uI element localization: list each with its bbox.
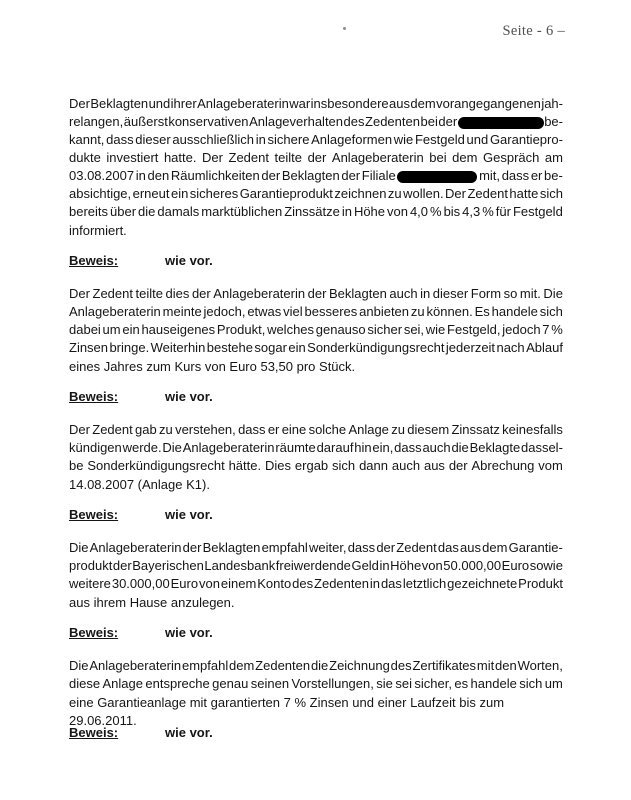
word: dem [482,540,508,555]
word: sei [395,676,412,691]
word: Beklagte [469,440,521,455]
word: wie [425,322,446,337]
text-line [69,96,563,114]
word: Zedent [228,150,269,165]
word: dassel- [520,440,563,455]
word: wie [393,132,414,147]
word: Garantiepro- [489,132,563,147]
word: auch [391,458,421,473]
word: in [369,576,381,591]
word: mit [476,658,495,673]
word: Zedenten [255,658,311,673]
evidence-value: wie vor. [165,625,213,640]
word: genau [212,676,249,691]
word: etwas [247,304,282,319]
evidence-label: Beweis: [69,625,119,640]
word: aus [460,540,482,555]
word: können. [426,304,473,319]
word: er [267,422,280,437]
word: bereits [69,204,109,219]
word: Euro [170,576,199,591]
text-run: eine Garantieanlage mit garantierten 7 % Zinsen und einer Laufzeit bis zum 29.06.2011. [69,695,505,728]
word: sicheres [189,186,239,201]
word: zu [410,304,425,319]
word: äußerst [123,114,168,129]
word: Zedent [467,186,508,201]
word: Filiale [361,168,396,183]
word: absichtige, [69,186,132,201]
word: % [430,204,442,219]
word: keinesfalls [502,422,563,437]
word: handele [470,676,517,691]
word: Anlageberaterin [213,286,306,301]
word: 4,0 [409,204,429,219]
word: es [454,676,469,691]
word: solche [308,422,347,437]
text-line [69,150,563,168]
word: empfahl [261,540,308,555]
word: werde. [122,440,162,455]
word: der [191,286,211,301]
word: 4,3 [462,204,481,219]
word: sichere [267,132,310,147]
word: Der [69,422,90,437]
word: vorangegangenen [436,96,541,111]
text-run: aus ihrem Hause anzulegen. [69,595,235,610]
text-line [69,286,563,304]
word: Konto [257,576,292,591]
word: Form [470,286,502,301]
text-line [69,422,563,440]
word: das [380,576,402,591]
word: bei [420,114,438,129]
word: und [466,132,489,147]
word: Zeichnung [329,658,390,673]
text-line [69,576,563,594]
word: Geld [351,558,379,573]
redaction-bar [397,171,477,183]
word: mit. [519,286,541,301]
word: dass [394,440,422,455]
word: Garantie- [508,540,563,555]
word: ergab [294,458,329,473]
word: bestehe [206,340,253,355]
word: auch [389,286,418,301]
word: um [544,676,563,691]
text-line [69,540,563,558]
word: Anlageberaterin [89,540,182,555]
word: der [307,150,327,165]
word: am [544,150,563,165]
word: gezeichnete [447,576,518,591]
word: Zinssätze [284,204,340,219]
word: Festgeld [414,132,465,147]
word: welches [267,322,315,337]
document-body [69,96,563,758]
word: aus [423,458,445,473]
word: Anlageberaterin [89,658,182,673]
evidence-value: wie vor. [165,389,213,404]
text-line [69,658,563,676]
word: Anlageformen [311,132,393,147]
word: die [310,658,329,673]
word: den [147,168,170,183]
word: dukte [69,150,101,165]
word: Ablauf [526,340,563,355]
text-line [69,304,563,322]
word: teilte [135,286,163,301]
word: Zedenten [314,576,369,591]
word: dass [347,540,376,555]
word: so [503,286,518,301]
word: mit, [479,168,501,183]
word: weitere [69,576,111,591]
word: 03.08.2007 [69,168,135,183]
word: bringe. [109,340,150,355]
word: in [420,286,431,301]
word: und [148,96,171,111]
word: handele [491,304,538,319]
word: auch [422,440,451,455]
word: hauseigenes [141,322,216,337]
word: genauso [315,322,366,337]
word: ein [288,340,306,355]
word: meinte [162,304,202,319]
word: sich [519,676,543,691]
word: Worten, [517,658,563,673]
word: gab [135,422,157,437]
word: teilte [274,150,303,165]
word: Beklagten [328,286,387,301]
word: be- [544,114,563,129]
word: in [255,132,266,147]
word: anbieten [359,304,410,319]
word: die [451,440,469,455]
word: dem [410,96,436,111]
word: bei [429,150,447,165]
word: jedoch [502,322,541,337]
word: sogar [254,340,287,355]
word: Zedenten [365,114,420,129]
word: Festgeld, [447,322,501,337]
word: dem [452,150,478,165]
evidence-label: Beweis: [69,389,119,404]
word: den [495,658,517,673]
word: Anlage [348,422,389,437]
word: 30.000,00 [111,576,170,591]
word: Zinssatz [451,422,500,437]
word: Höhe [390,558,422,573]
word: war [289,96,311,111]
word: sicher [367,322,403,337]
word: Beklagten [90,96,149,111]
text-line [69,594,563,612]
word: die [138,204,156,219]
page-number-header: Seite - 6 – [502,23,565,39]
word: investiert [106,150,159,165]
word: Der [69,96,90,111]
word: zu [159,422,173,437]
evidence-value: wie vor. [165,253,213,268]
word: Die [162,440,182,455]
word: der [261,168,281,183]
evidence-value: wie vor. [165,725,213,740]
evidence-line [69,624,563,642]
word: der [448,458,468,473]
word: dies [165,286,190,301]
word: des [390,658,412,673]
word: Anlageberaterin [182,440,275,455]
text-line [69,340,563,358]
word: um [102,322,121,337]
word: diesem [407,422,450,437]
word: in [135,168,146,183]
word: Zedent [92,422,133,437]
word: ein, [372,440,394,455]
word: jah- [541,96,563,111]
text-line [69,358,563,376]
word: besseres [304,304,358,319]
paragraph [69,540,563,612]
word: sich [539,304,563,319]
word: das [437,540,459,555]
word: der [182,540,202,555]
text-run: eines Jahres zum Kurs von Euro 53,50 pro Stück. [69,359,356,374]
word: der [438,114,458,129]
word: Die [69,658,89,673]
word: sich [539,186,563,201]
word: Der [69,286,90,301]
word: zeichnen [334,186,387,201]
word: eine [281,422,307,437]
word: Es [474,304,490,319]
text-line [69,558,563,576]
word: dieser [135,132,171,147]
word: aus [389,96,411,111]
word: der [341,168,361,183]
word: Die [69,540,89,555]
word: Abrechung [471,458,535,473]
word: von [421,558,443,573]
word: Anlageberaterin [331,150,424,165]
word: hatte. [163,150,197,165]
paragraph [69,658,563,728]
word: des [343,114,365,129]
paragraph [69,96,563,240]
word: relangen, [69,114,124,129]
word: in [341,204,352,219]
word: hin [354,440,372,455]
word: % [482,204,494,219]
word: seinen [250,676,290,691]
word: in [379,558,390,573]
word: dabei [69,322,101,337]
word: Anlage [102,676,143,691]
word: Sonderkündigungsrecht [87,458,225,473]
evidence-line [69,252,563,270]
word: Räumlichkeiten [170,168,260,183]
word: hätte. [228,458,262,473]
word: damals [157,204,200,219]
word: über [110,204,137,219]
word: empfahl [181,658,229,673]
word: jedoch, [203,304,246,319]
word: zu [387,186,402,201]
text-line [69,476,563,494]
word: ein [170,186,189,201]
word: räumte [275,440,316,455]
text-line [69,440,563,458]
word: Anlageberaterin [197,96,289,111]
scan-artifact-dot [343,27,346,30]
evidence-label: Beweis: [69,253,119,268]
word: Der [445,186,466,201]
word: Produkt, [216,322,266,337]
word: letztlich [402,576,447,591]
word: Landesbank [204,558,276,573]
text-line [69,694,563,728]
word: ein [122,322,140,337]
word: weiter, [308,540,347,555]
word: Festgeld [512,204,563,219]
paragraph [69,422,563,494]
word: er [530,168,543,183]
word: sie [376,676,393,691]
word: nach [496,340,525,355]
word: Zinsen [69,340,109,355]
word: freiwerdende [275,558,351,573]
word: Garantieprodukt [239,186,333,201]
word: 7 [542,322,550,337]
evidence-value: wie vor. [165,507,213,522]
word: für [495,204,511,219]
word: von [387,204,408,219]
word: ihrer [170,96,197,111]
text-line [69,458,563,476]
word: Anlageverhalten [249,114,344,129]
word: 50.000,00 [443,558,502,573]
word: konservativen [168,114,249,129]
word: entspreche [145,676,210,691]
word: verstehen, [175,422,236,437]
evidence-line [69,506,563,524]
text-line [69,204,563,222]
word: be [69,458,84,473]
word: des [292,576,314,591]
word: ausschließlich [172,132,255,147]
word: der [112,558,132,573]
redaction-bar [458,117,544,129]
word: Gespräch [483,150,540,165]
word: sicher, [414,676,452,691]
word: dass [238,422,266,437]
word: diese [69,676,101,691]
word: kannt, [69,132,105,147]
word: wollen. [403,186,444,201]
word: marktüblichen [201,204,283,219]
word: darauf [316,440,354,455]
word: Vorstellungen, [291,676,374,691]
text-line [69,186,563,204]
word: % [551,322,563,337]
text-line [69,676,563,694]
word: Produkt [518,576,563,591]
word: einem [220,576,257,591]
word: bis [443,204,461,219]
word: der [376,540,396,555]
text-run: informiert. [69,223,127,238]
text-line [69,168,563,186]
word: hatte [509,186,539,201]
word: sich [332,458,356,473]
evidence-line [69,388,563,406]
word: Weiterhin [150,340,206,355]
word: Euro [501,558,530,573]
text-line [69,222,563,240]
word: jederzeit [445,340,496,355]
word: zu [391,422,405,437]
word: produkt [69,558,113,573]
word: dann [359,458,388,473]
word: Zedent [92,286,133,301]
text-line [69,132,563,150]
word: sowie [529,558,563,573]
word: Höhe [353,204,386,219]
evidence-label: Beweis: [69,725,119,740]
word: insbesondere [310,96,389,111]
word: Beklagten [202,540,261,555]
word: Die [543,286,563,301]
word: dieser [432,286,469,301]
word: erneut [132,186,170,201]
word: Zertifikates [412,658,477,673]
word: von [199,576,220,591]
word: dem [229,658,255,673]
word: Der [202,150,223,165]
evidence-line [69,724,563,742]
word: Sonderkündigungsrecht [307,340,445,355]
text-run: 14.08.2007 (Anlage K1). [69,477,210,492]
word: kündigen [69,440,122,455]
word: der [307,286,327,301]
word: Dies [265,458,292,473]
word: Zedent [396,540,437,555]
text-line [69,322,563,340]
word: Beklagten [281,168,340,183]
word: sei, [403,322,425,337]
word: be- [544,168,563,183]
word: vom [538,458,563,473]
word: dass [501,168,530,183]
evidence-label: Beweis: [69,507,119,522]
word: Bayerischen [132,558,204,573]
word: Anlageberaterin [69,304,161,319]
word: dass [106,132,134,147]
word: viel [283,304,303,319]
paragraph [69,286,563,376]
text-line [69,114,563,132]
